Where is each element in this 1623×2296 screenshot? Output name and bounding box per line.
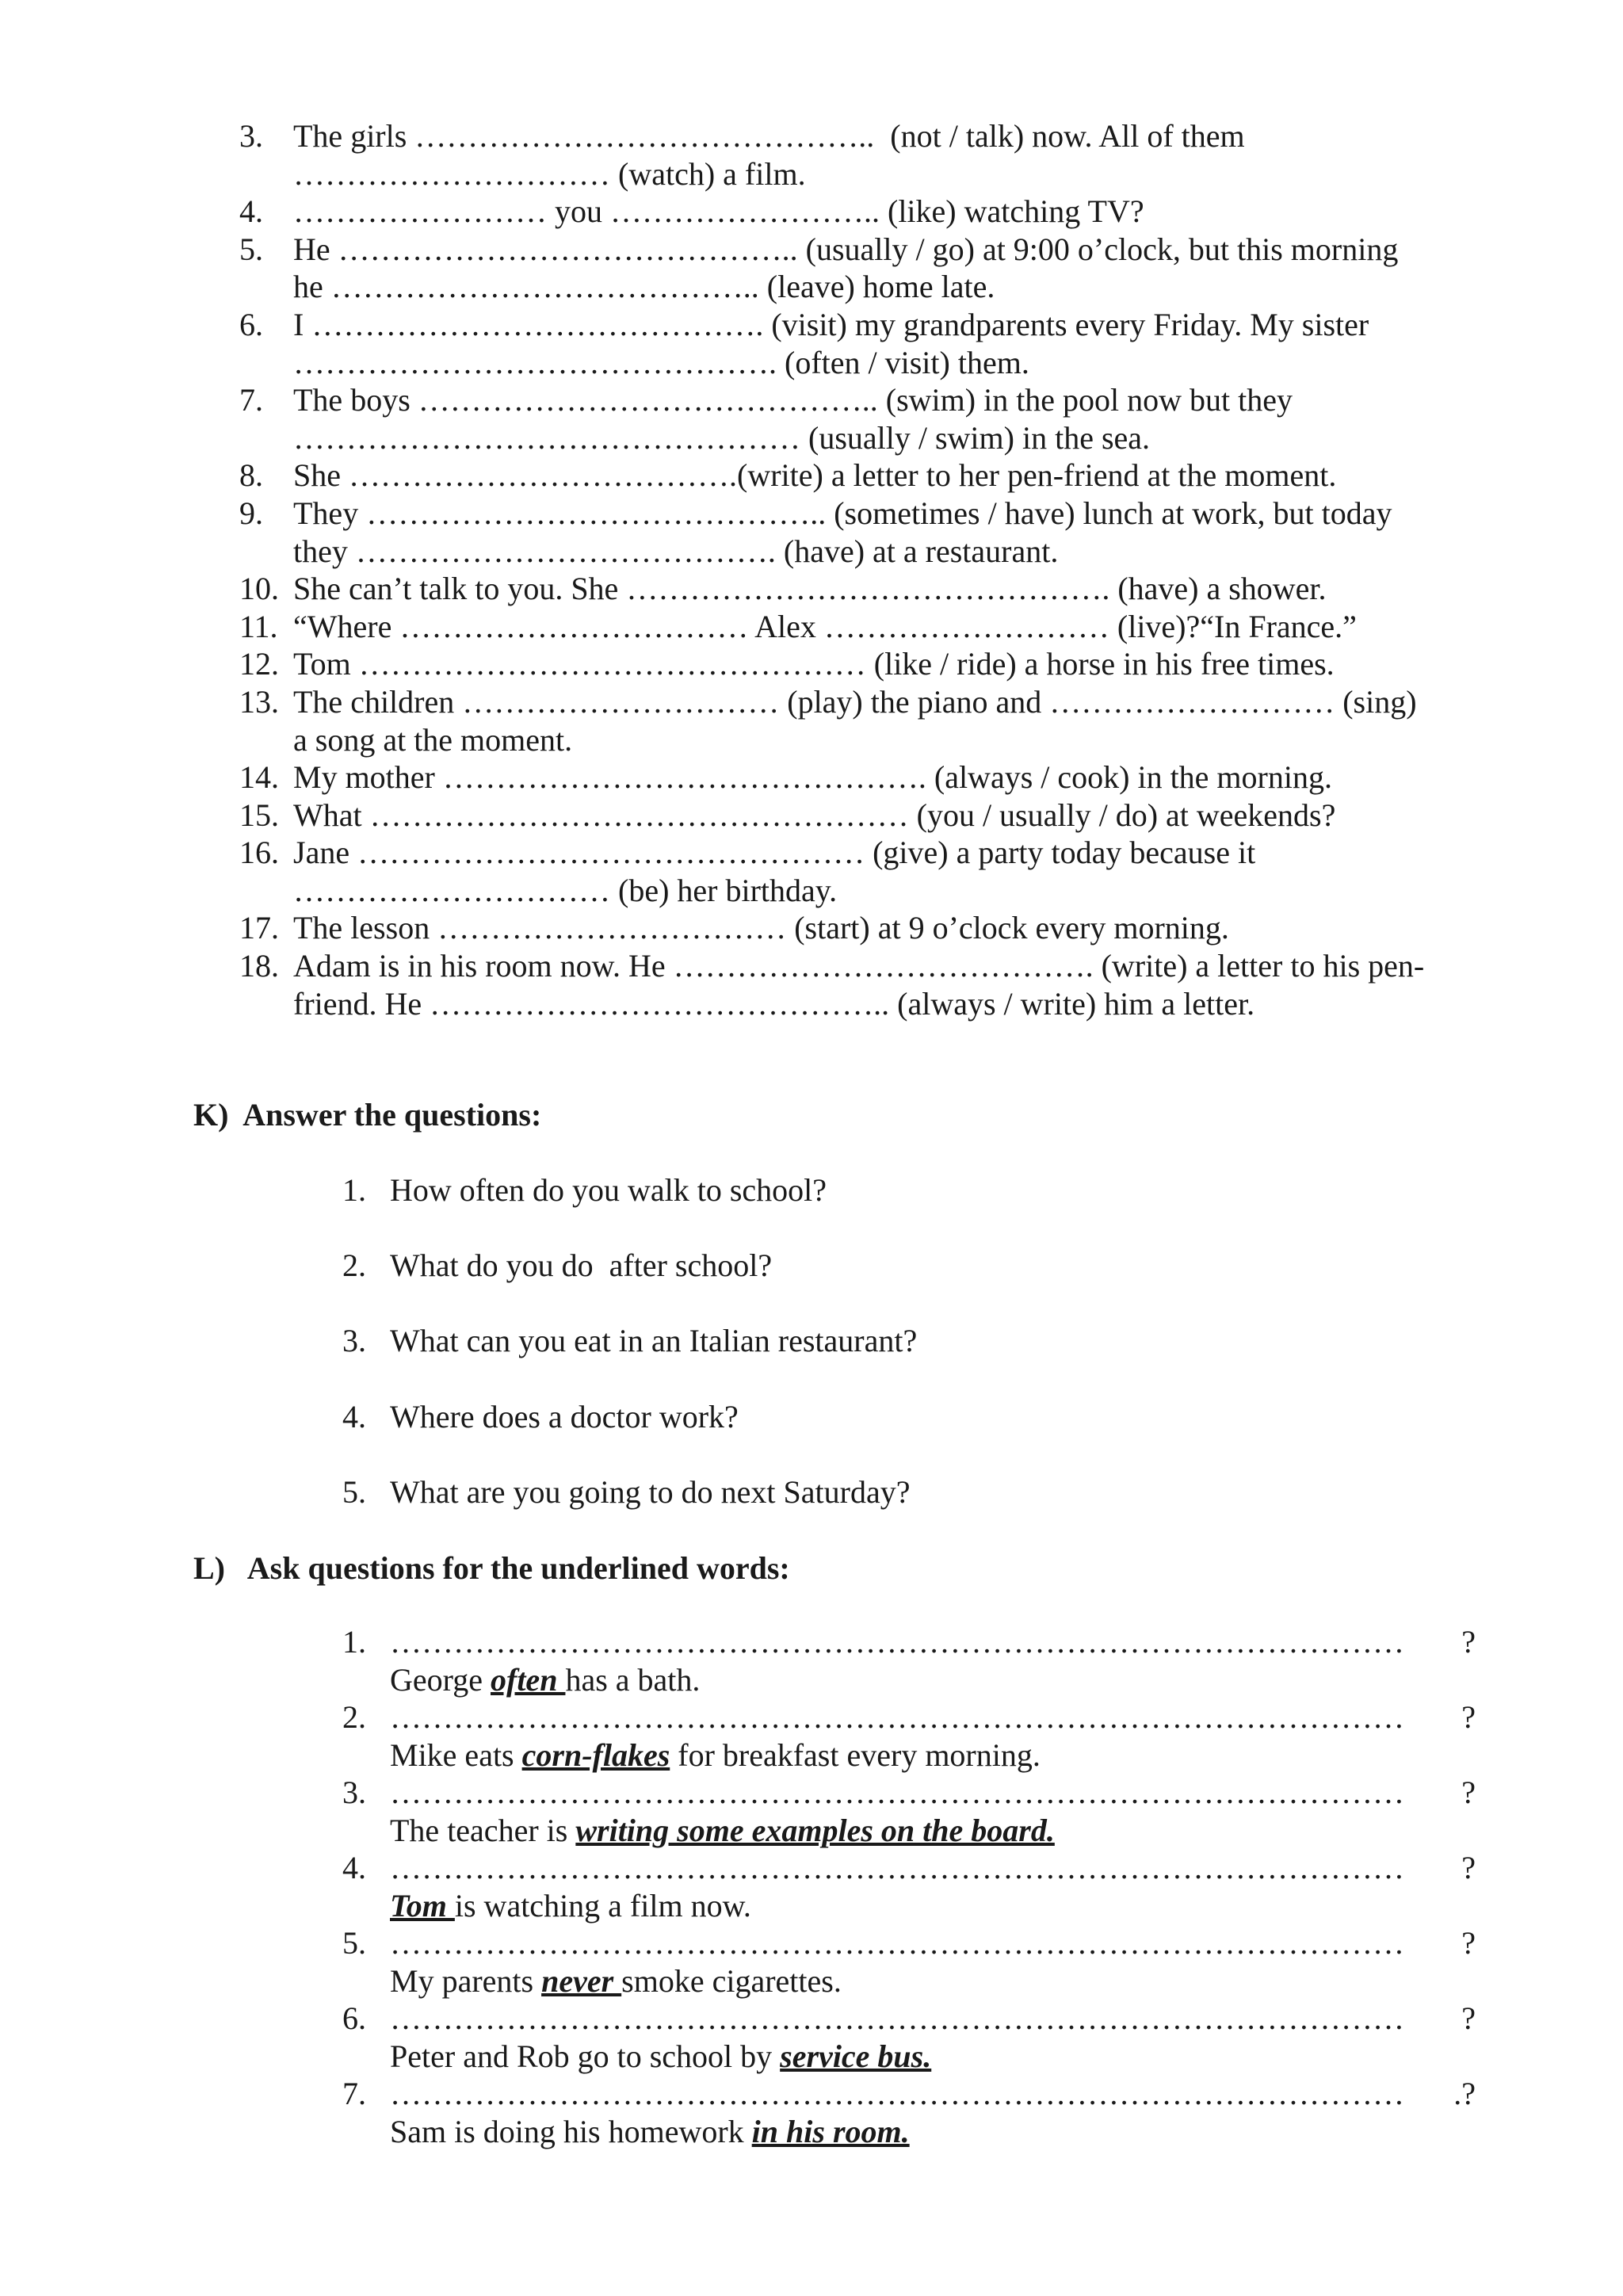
item-number: 3. [239, 118, 263, 154]
question-mark: ? [1461, 1775, 1476, 1810]
item-text: He …………………………………….. (usually / go) at 9:00 o’clock, but this morning [293, 231, 1399, 267]
item-number: 16. [239, 835, 279, 871]
item-text: What …………………………………………… (you / usually / do) at weekends? [293, 797, 1336, 833]
item-number: 5. [342, 1925, 366, 1961]
item-text: My mother ………………………………………. (always / cook) in the morning. [293, 759, 1332, 796]
sentence: George often has a bath. [390, 1662, 701, 1698]
item-text: She can’t talk to you. She ………………………………………. (have) a shower. [293, 571, 1327, 607]
exercise-item [0, 231, 1623, 306]
question-number: 2. [342, 1247, 366, 1283]
question-mark: ? [1461, 2000, 1476, 2036]
item-text: ………………………………………. (often / visit) them. [293, 344, 1029, 380]
item-text: Adam is in his room now. He …………………………………. (write) a letter to his pen- [293, 948, 1425, 984]
item-text: She ……………………………….(write) a letter to her pen-friend at the moment. [293, 457, 1337, 494]
item-number: 5. [239, 231, 263, 267]
sentence: The teacher is writing some examples on the board. [390, 1813, 1055, 1848]
sentence: My parents never smoke cigarettes. [390, 1963, 842, 1999]
exercise-item [0, 117, 1623, 193]
item-number: 4. [239, 193, 263, 230]
exercise-item [0, 947, 1623, 1022]
answer-dotted-line: …………………………………………………………………………………… [390, 2076, 1404, 2111]
question-text: Where does a doctor work? [390, 1399, 739, 1435]
question-mark: ? [1461, 1925, 1476, 1961]
exercise-item [0, 645, 1623, 683]
item-text: “Where …………………………… Alex ……………………… (live)?“In France.” [293, 608, 1357, 644]
fill-in-exercise-list [0, 117, 1623, 1022]
exercise-item [0, 193, 1623, 231]
exercise-item [0, 570, 1623, 608]
exercise-item [0, 834, 1623, 909]
item-text: Jane ………………………………………… (give) a party today because it [293, 835, 1256, 871]
item-text: They …………………………………….. (sometimes / have) lunch at work, but today [293, 495, 1392, 531]
item-text: The boys …………………………………….. (swim) in the pool now but they [293, 382, 1293, 418]
question-mark: .? [1453, 2076, 1476, 2111]
exercise-item [0, 608, 1623, 646]
answer-dotted-line: …………………………………………………………………………………… [390, 1925, 1404, 1961]
sentence: Peter and Rob go to school by service bus. [390, 2038, 932, 2074]
exercise-item [0, 797, 1623, 835]
item-text: The lesson …………………………… (start) at 9 o’clock every morning. [293, 910, 1229, 946]
exercise-item [0, 909, 1623, 947]
question-text: What are you going to do next Saturday? [390, 1474, 911, 1510]
section-l-heading: L) Ask questions for the underlined words: [193, 1550, 790, 1586]
answer-dotted-line: …………………………………………………………………………………… [390, 1850, 1404, 1885]
item-number: 17. [239, 910, 279, 946]
sentence: Sam is doing his homework in his room. [390, 2114, 910, 2149]
underlined-words: corn-flakes [521, 1737, 670, 1773]
item-text: they …………………………………. (have) at a restaurant. [293, 533, 1059, 569]
answer-dotted-line: …………………………………………………………………………………… [390, 1699, 1404, 1735]
item-number: 4. [342, 1850, 366, 1885]
underlined-words: often [491, 1662, 566, 1698]
item-number: 6. [239, 306, 263, 342]
item-number: 8. [239, 457, 263, 494]
section-k-heading: K) Answer the questions: [193, 1097, 542, 1133]
sentence: Mike eats corn-flakes for breakfast every morning. [390, 1737, 1041, 1773]
item-text: a song at the moment. [293, 721, 573, 758]
item-text: …………………… you …………………….. (like) watching TV? [293, 193, 1144, 230]
underlined-words: in his room. [751, 2114, 910, 2149]
item-number: 10. [239, 571, 279, 607]
exercise-item [0, 758, 1623, 797]
item-number: 2. [342, 1699, 366, 1735]
item-number: 11. [239, 608, 278, 644]
item-number: 13. [239, 683, 279, 720]
item-number: 1. [342, 1624, 366, 1660]
item-text: Tom ………………………………………… (like / ride) a horse in his free times. [293, 646, 1335, 682]
exercise-item [0, 381, 1623, 457]
item-number: 6. [342, 2000, 366, 2036]
question-text: What can you eat in an Italian restaurant? [390, 1323, 918, 1358]
question-number: 4. [342, 1399, 366, 1435]
underlined-words: writing some examples on the board. [575, 1813, 1055, 1848]
answer-dotted-line: …………………………………………………………………………………… [390, 1624, 1404, 1660]
exercise-item [0, 683, 1623, 758]
exercise-item [0, 495, 1623, 570]
item-text: I ……………………………………. (visit) my grandparents every Friday. My sister [293, 306, 1369, 342]
question-item [342, 1398, 739, 1436]
item-text: ………………………… (watch) a film. [293, 155, 806, 192]
item-number: 18. [239, 948, 279, 984]
underlined-words: service bus. [780, 2038, 932, 2074]
question-number: 1. [342, 1172, 366, 1208]
exercise-item [0, 306, 1623, 381]
item-text: ………………………………………… (usually / swim) in the sea. [293, 419, 1151, 456]
item-number: 7. [342, 2076, 366, 2111]
question-item [342, 1473, 910, 1511]
question-mark: ? [1461, 1699, 1476, 1735]
underlined-words: never [541, 1963, 622, 1999]
question-mark: ? [1461, 1850, 1476, 1885]
question-number: 3. [342, 1323, 366, 1358]
question-item [342, 1247, 772, 1285]
item-number: 14. [239, 759, 279, 796]
answer-dotted-line: …………………………………………………………………………………… [390, 1775, 1404, 1810]
question-item [342, 1171, 827, 1209]
item-number: 15. [239, 797, 279, 833]
question-item [342, 1322, 917, 1360]
item-number: 3. [342, 1775, 366, 1810]
item-text: he ………………………………….. (leave) home late. [293, 269, 995, 305]
item-text: The children ………………………… (play) the piano and ……………………… (sing) [293, 683, 1417, 720]
item-text: The girls …………………………………….. (not / talk) now. All of them [293, 118, 1245, 154]
question-mark: ? [1461, 1624, 1476, 1660]
item-number: 9. [239, 495, 263, 531]
answer-dotted-line: …………………………………………………………………………………… [390, 2000, 1404, 2036]
item-number: 7. [239, 382, 263, 418]
item-number: 12. [239, 646, 279, 682]
question-number: 5. [342, 1474, 366, 1510]
question-text: How often do you walk to school? [390, 1172, 827, 1208]
sentence: Tom is watching a film now. [390, 1888, 751, 1924]
question-text: What do you do after school? [390, 1247, 773, 1283]
exercise-item [0, 457, 1623, 495]
item-text: ………………………… (be) her birthday. [293, 872, 838, 908]
underlined-words: Tom [390, 1888, 455, 1924]
item-text: friend. He …………………………………….. (always / write) him a letter. [293, 985, 1255, 1022]
